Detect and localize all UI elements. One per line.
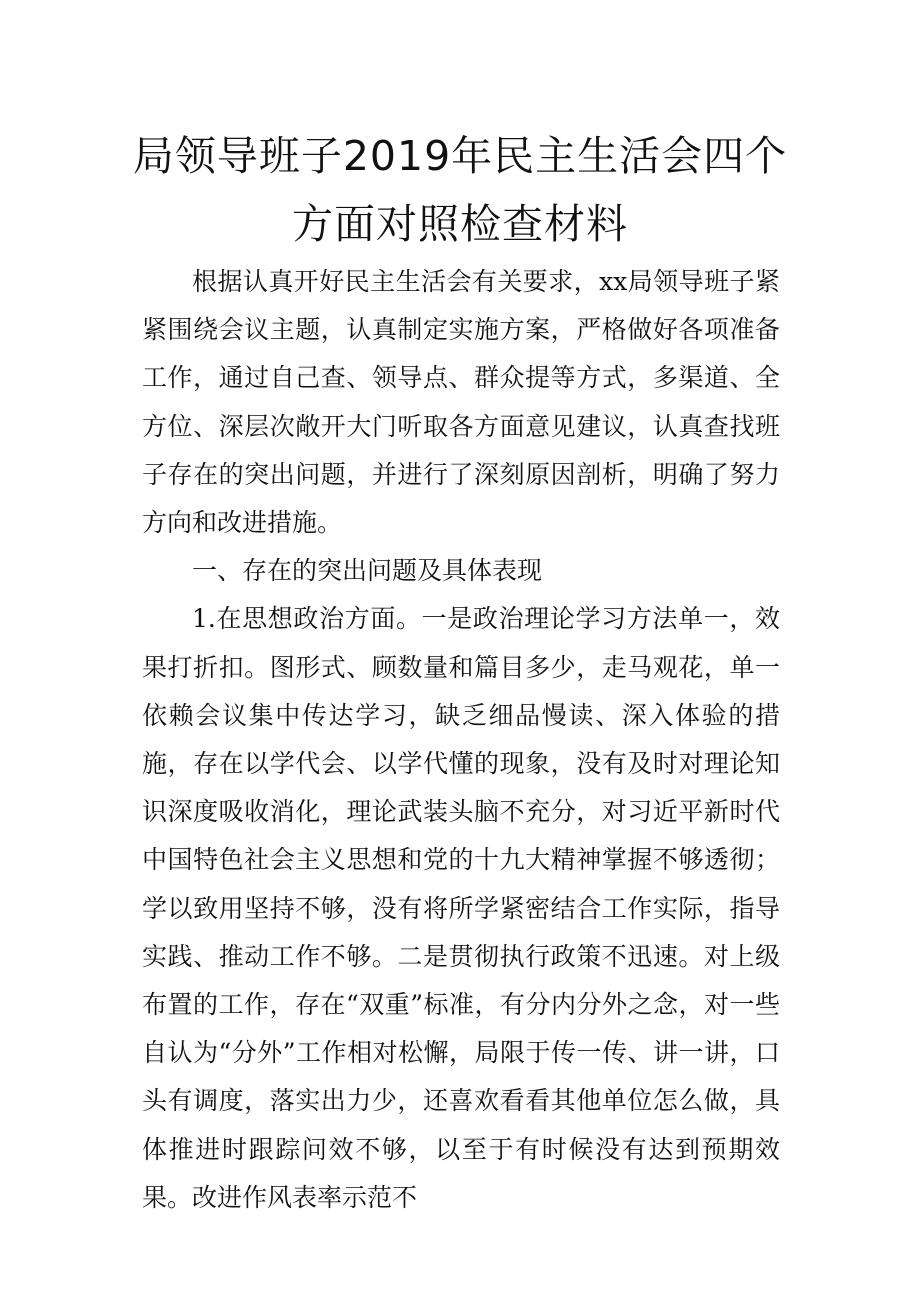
- intro-paragraph: 根据认真开好民主生活会有关要求，xx局领导班子紧紧围绕会议主题，认真制定实施方案，严格做好各项准备工作，通过自己查、领导点、群众提等方式，多渠道、全方位、深层次敞开大门听取各方面意见建议，认真查找班子存在的突出问题，并进行了深刻原因剖析，明确了努力方向和改进措施。: [142, 267, 780, 538]
- document-title-line2: 方面对照检查材料: [292, 200, 628, 248]
- document-title-line1: 局领导班子2019年民主生活会四个: [132, 132, 788, 180]
- document-body: [142, 258, 780, 1222]
- section-paragraph: 1.在思想政治方面。一是政治理论学习方法单一，效果打折扣。图形式、顾数量和篇目多少，走马观花，单一依赖会议集中传达学习，缺乏细品慢读、深入体验的措施，存在以学代会、以学代懂的现象，没有及时对理论知识深度吸收消化，理论武装头脑不充分，对习近平新时代中国特色社会主义思想和党的十九大精神掌握不够透彻；学以致用坚持不够，没有将所学紧密结合工作实际，指导实践、推动工作不够。二是贯彻执行政策不迅速。对上级布置的工作，存在“双重”标准，有分内分外之念，对一些自认为“分外”工作相对松懈，局限于传一传、讲一讲，口头有调度，落实出力少，还喜欢看看其他单位怎么做，具体推进时跟踪问效不够，以至于有时候没有达到预期效果。改进作风表率示范不: [142, 604, 780, 1212]
- section-heading: 一、存在的突出问题及具体表现: [192, 556, 543, 586]
